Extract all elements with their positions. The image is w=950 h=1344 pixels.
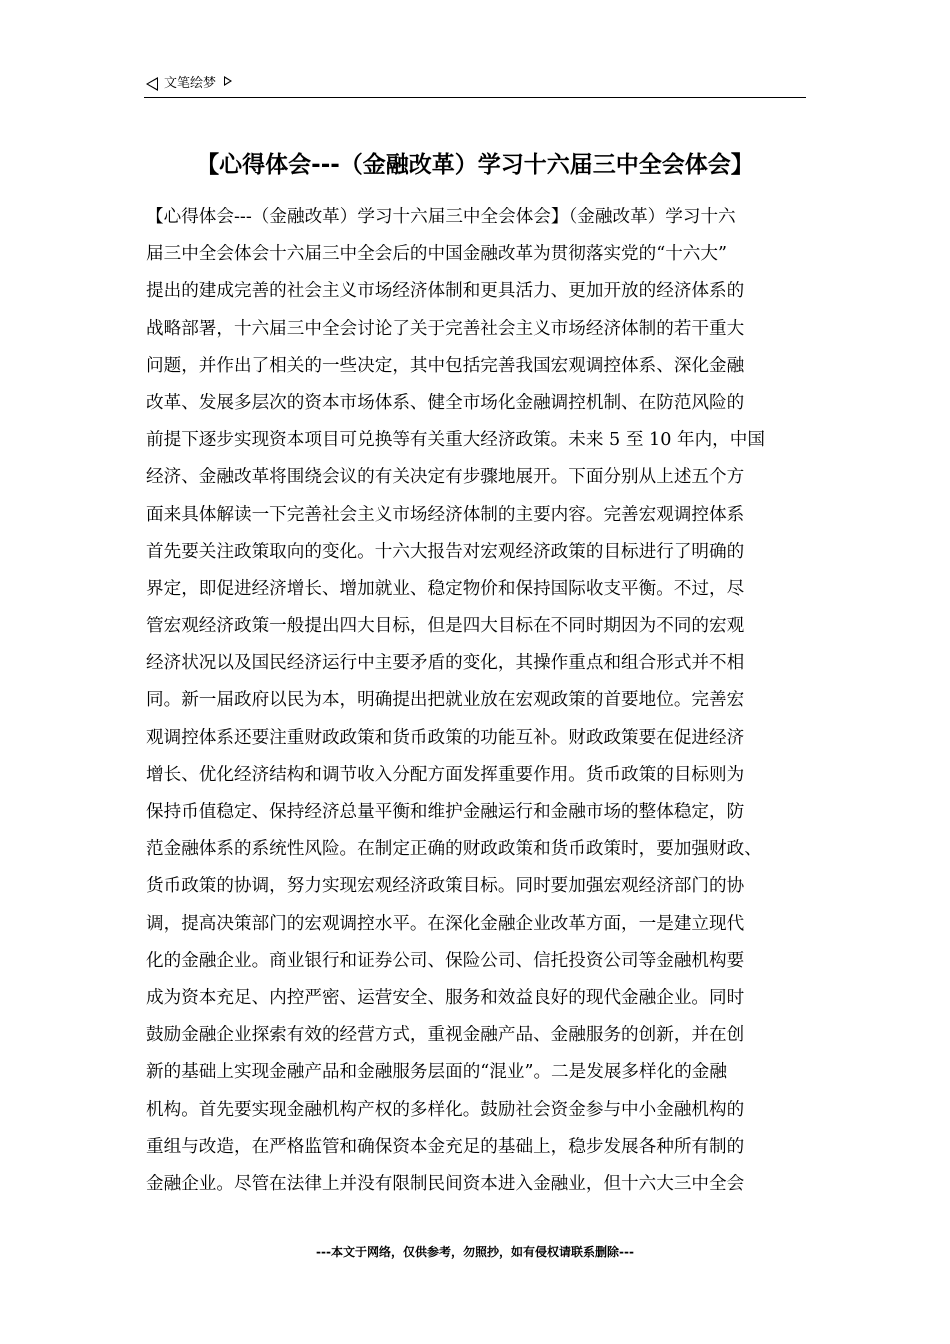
body-line: 货币政策的协调，努力实现宏观经济政策目标。同时要加强宏观经济部门的协: [146, 876, 745, 897]
body-line: 战略部署，十六届三中全会讨论了关于完善社会主义市场经济体制的若干重大: [146, 318, 745, 339]
body-line: 界定，即促进经济增长、增加就业、稳定物价和保持国际收支平衡。不过，尽: [146, 578, 745, 599]
body-line: 面来具体解读一下完善社会主义市场经济体制的主要内容。完善宏观调控体系: [146, 504, 745, 525]
body-line: 保持币值稳定、保持经济总量平衡和维护金融运行和金融市场的整体稳定，防: [146, 802, 745, 822]
body-line: 经济状况以及国民经济运行中主要矛盾的变化，其操作重点和组合形式并不相: [146, 653, 745, 674]
body-line: 成为资本充足、内控严密、运营安全、服务和效益良好的现代金融企业。同时: [146, 987, 745, 1008]
document-body: [146, 199, 818, 1203]
page-header: [146, 74, 806, 98]
document-title: 【心得体会---（金融改革）学习十六届三中全会体会】: [196, 152, 754, 178]
body-line: 观调控体系还要注重财政政策和货币政策的功能互补。财政政策要在促进经济: [146, 727, 745, 748]
body-line: 【心得体会---（金融改革）学习十六届三中全会体会】（金融改革）学习十六: [146, 207, 736, 227]
footer-disclaimer: ---本文于网络，仅供参考，勿照抄，如有侵权请联系删除---: [316, 1245, 634, 1259]
body-line: 同。新一届政府以民为本，明确提出把就业放在宏观政策的首要地位。完善宏: [146, 690, 745, 711]
body-line: 机构。首先要实现金融机构产权的多样化。鼓励社会资金参与中小金融机构的: [146, 1099, 745, 1120]
header-brand-text: 文笔绘梦: [164, 76, 217, 91]
body-line: 经济、金融改革将围绕会议的有关决定有步骤地展开。下面分别从上述五个方: [146, 467, 745, 488]
header-brand: [146, 76, 232, 92]
triangle-right-icon: [224, 76, 232, 86]
triangle-left-icon: [146, 77, 158, 91]
body-line: 范金融体系的系统性风险。在制定正确的财政政策和货币政策时，要加强财政、: [146, 839, 762, 860]
header-divider: [144, 97, 806, 98]
body-line: 调，提高决策部门的宏观调控水平。在深化金融企业改革方面，一是建立现代: [146, 913, 745, 934]
body-line: 金融企业。尽管在法律上并没有限制民间资本进入金融业，但十六大三中全会: [146, 1173, 745, 1194]
body-line: 改革、发展多层次的资本市场体系、健全市场化金融调控机制、在防范风险的: [146, 392, 745, 413]
body-line: 管宏观经济政策一般提出四大目标，但是四大目标在不同时期因为不同的宏观: [146, 616, 745, 637]
body-line: 化的金融企业。商业银行和证券公司、保险公司、信托投资公司等金融机构要: [146, 950, 745, 971]
body-line: 增长、优化经济结构和调节收入分配方面发挥重要作用。货币政策的目标则为: [146, 764, 745, 785]
body-line: 重组与改造，在严格监管和确保资本金充足的基础上，稳步发展各种所有制的: [146, 1136, 745, 1157]
body-line: 问题，并作出了相关的一些决定，其中包括完善我国宏观调控体系、深化金融: [146, 355, 745, 376]
body-line: 新的基础上实现金融产品和金融服务层面的“混业”。二是发展多样化的金融: [146, 1062, 727, 1083]
body-line: 前提下逐步实现资本项目可兑换等有关重大经济政策。未来 5 至 10 年内，中国: [146, 430, 765, 451]
body-line: 届三中全会体会十六届三中全会后的中国金融改革为贯彻落实党的“十六大”: [146, 244, 727, 265]
body-line: 首先要关注政策取向的变化。十六大报告对宏观经济政策的目标进行了明确的: [146, 541, 745, 562]
body-line: 提出的建成完善的社会主义市场经济体制和更具活力、更加开放的经济体系的: [146, 281, 745, 302]
body-line: 鼓励金融企业探索有效的经营方式，重视金融产品、金融服务的创新，并在创: [146, 1025, 745, 1046]
